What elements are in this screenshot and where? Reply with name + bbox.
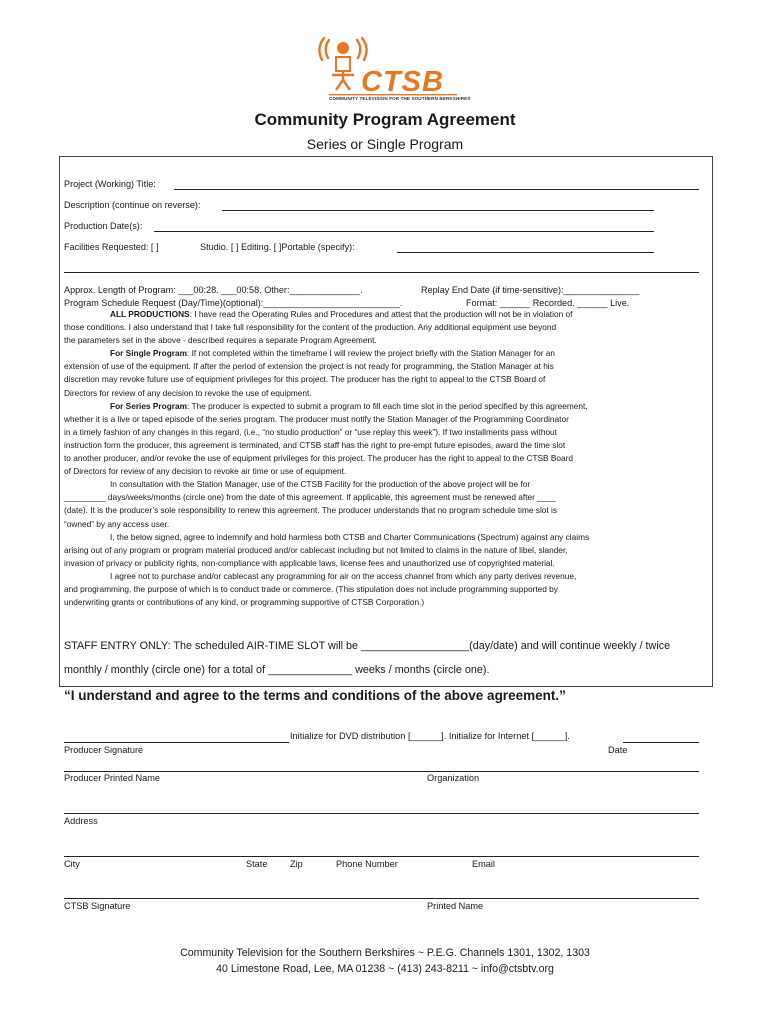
length-label[interactable]: Approx. Length of Program: ___00:28. ___00:58. Other:______________. [64, 285, 363, 295]
address-field[interactable] [64, 813, 699, 814]
printed-name-field[interactable] [64, 771, 699, 772]
terms-paragraphs: ALL PRODUCTIONS: I have read the Operating Rules and Procedures and attest that the production will not be in violation of those conditions. I also understand that I take full responsibility for the content of the production. Any additional equipment use beyond the parameters set in the above - described requires a separate Program Agreement. For Single Program: If not completed within the timeframe I will review the project briefly with the Station Manager for an extension of use of the equipment. If after the period of extension the project is not ready for programming, the Station Manager at his discretion may revoke future use of equipment privileges for this project. The producer has the right to appeal to the CTSB Board of Directors for review of any decision to revoke the use of equipment. For Series Program: The producer is expected to submit a program to fill each time slot in the period specified by this agreement, whether it is a live or taped episode of the series program. The producer must notify the Station Manager of the Programming Coordinator in a timely fashion of any changes in this regard, (i.e., “no studio production” or “use replay this week”). If two installments pass without instruction form the producer, this agreement is terminated, and CTSB staff has the right to pre-empt future episodes, award the time slot to another producer, and/or revoke the use of equipment privileges for this project. The producer has the right to appeal to the CTSB Board of Directors for review of any decision to revoke air time or use of equipment. In consultation with the Station Manager, use of the CTSB Facility for the production of the above project will be for _________ days/weeks/months (circle one) from the date of this agreement. If applicable, this agreement must be renewed after ____ (date). It is the producer’s sole responsibility to renew this agreement. The producer understands that no program schedule time slot is “owned” by any access user. I, the below signed, agree to indemnify and hold harmless both CTSB and Charter Communications (Spectrum) against any claims arising out of any program or program material produced and/or cablecast including but not limited to claims in the nature of libel, slander, invasion of privacy or publicity rights, non-compliance with applicable laws, license fees and unauthorized use of copyrighted material. I agree not to purchase and/or cablecast any programming for air on the access channel from which any party derives revenue, and programming, the purpose of which is to conduct trade or commerce. (This stipulation does not include programming supported by underwriting grants or contributions of any kind, or programming supportive of CTSB Corporation.) [64, 309, 590, 608]
city-label: City [64, 859, 80, 869]
printed-name-label: Printed Name [427, 901, 484, 911]
city-field[interactable] [64, 856, 699, 857]
footer-line2: 40 Limestone Road, Lee, MA 01238 ~ (413) 243-8211 ~ info@ctsbtv.org [216, 963, 554, 975]
producer-signature-field[interactable] [64, 742, 289, 743]
staff-entry-line2[interactable]: monthly / monthly (circle one) for a total of ______________ weeks / months (circle one). [64, 664, 490, 676]
description-label: Description (continue on reverse): [64, 200, 201, 210]
project-title-field[interactable] [174, 189, 699, 190]
zip-label: Zip [290, 859, 303, 869]
footer-line1: Community Television for the Southern Berkshires ~ P.E.G. Channels 1301, 1302, 1303 [180, 947, 590, 959]
logo-text: CTSB [361, 66, 444, 98]
replay-end-label[interactable]: Replay End Date (if time-sensitive):_______________ [421, 285, 640, 295]
project-title-label: Project (Working) Title: [64, 179, 156, 189]
agreement-statement: “I understand and agree to the terms and conditions of the above agreement.” [64, 688, 566, 703]
page-title: Community Program Agreement [254, 110, 516, 129]
phone-label: Phone Number [336, 859, 398, 869]
production-dates-field[interactable] [154, 231, 654, 232]
date-field[interactable] [623, 742, 699, 743]
production-dates-label: Production Date(s): [64, 221, 143, 231]
date-label: Date [608, 745, 628, 755]
email-label: Email [472, 859, 495, 869]
producer-signature-label: Producer Signature [64, 745, 144, 755]
description-field[interactable] [222, 210, 654, 211]
all-productions-heading: ALL PRODUCTIONS [110, 309, 190, 319]
state-label: State [246, 859, 268, 869]
schedule-request-label[interactable]: Program Schedule Request (Day/Time)(optional):___________________________. [64, 298, 403, 308]
staff-entry-line1[interactable]: STAFF ENTRY ONLY: The scheduled AIR-TIME SLOT will be __________________(day/date) and will continue weekly / twice [64, 640, 671, 652]
facilities-options[interactable]: Studio. [ ] Editing. [ ]Portable (specify): [200, 242, 355, 252]
initialize-options[interactable]: Initialize for DVD distribution [______]. Initialize for Internet [______]. [290, 731, 570, 741]
series-program-heading: For Series Program [110, 400, 188, 411]
ctsb-signature-label: CTSB Signature [64, 901, 131, 911]
single-program-heading: For Single Program [110, 348, 187, 359]
producer-printed-name-label: Producer Printed Name [64, 773, 161, 783]
facilities-label[interactable]: Facilities Requested: [ ] [64, 242, 159, 252]
address-label: Address [64, 816, 98, 826]
organization-label: Organization [427, 773, 480, 783]
ctsb-signature-field[interactable] [64, 898, 699, 899]
blank-line[interactable] [64, 272, 699, 273]
logo-tagline: COMMUNITY TELEVISION FOR THE SOUTHERN BERKSHIRES [329, 96, 471, 101]
format-label[interactable]: Format: ______ Recorded. ______ Live. [466, 298, 630, 308]
page-subtitle: Series or Single Program [306, 136, 464, 152]
portable-specify-field[interactable] [397, 252, 654, 253]
